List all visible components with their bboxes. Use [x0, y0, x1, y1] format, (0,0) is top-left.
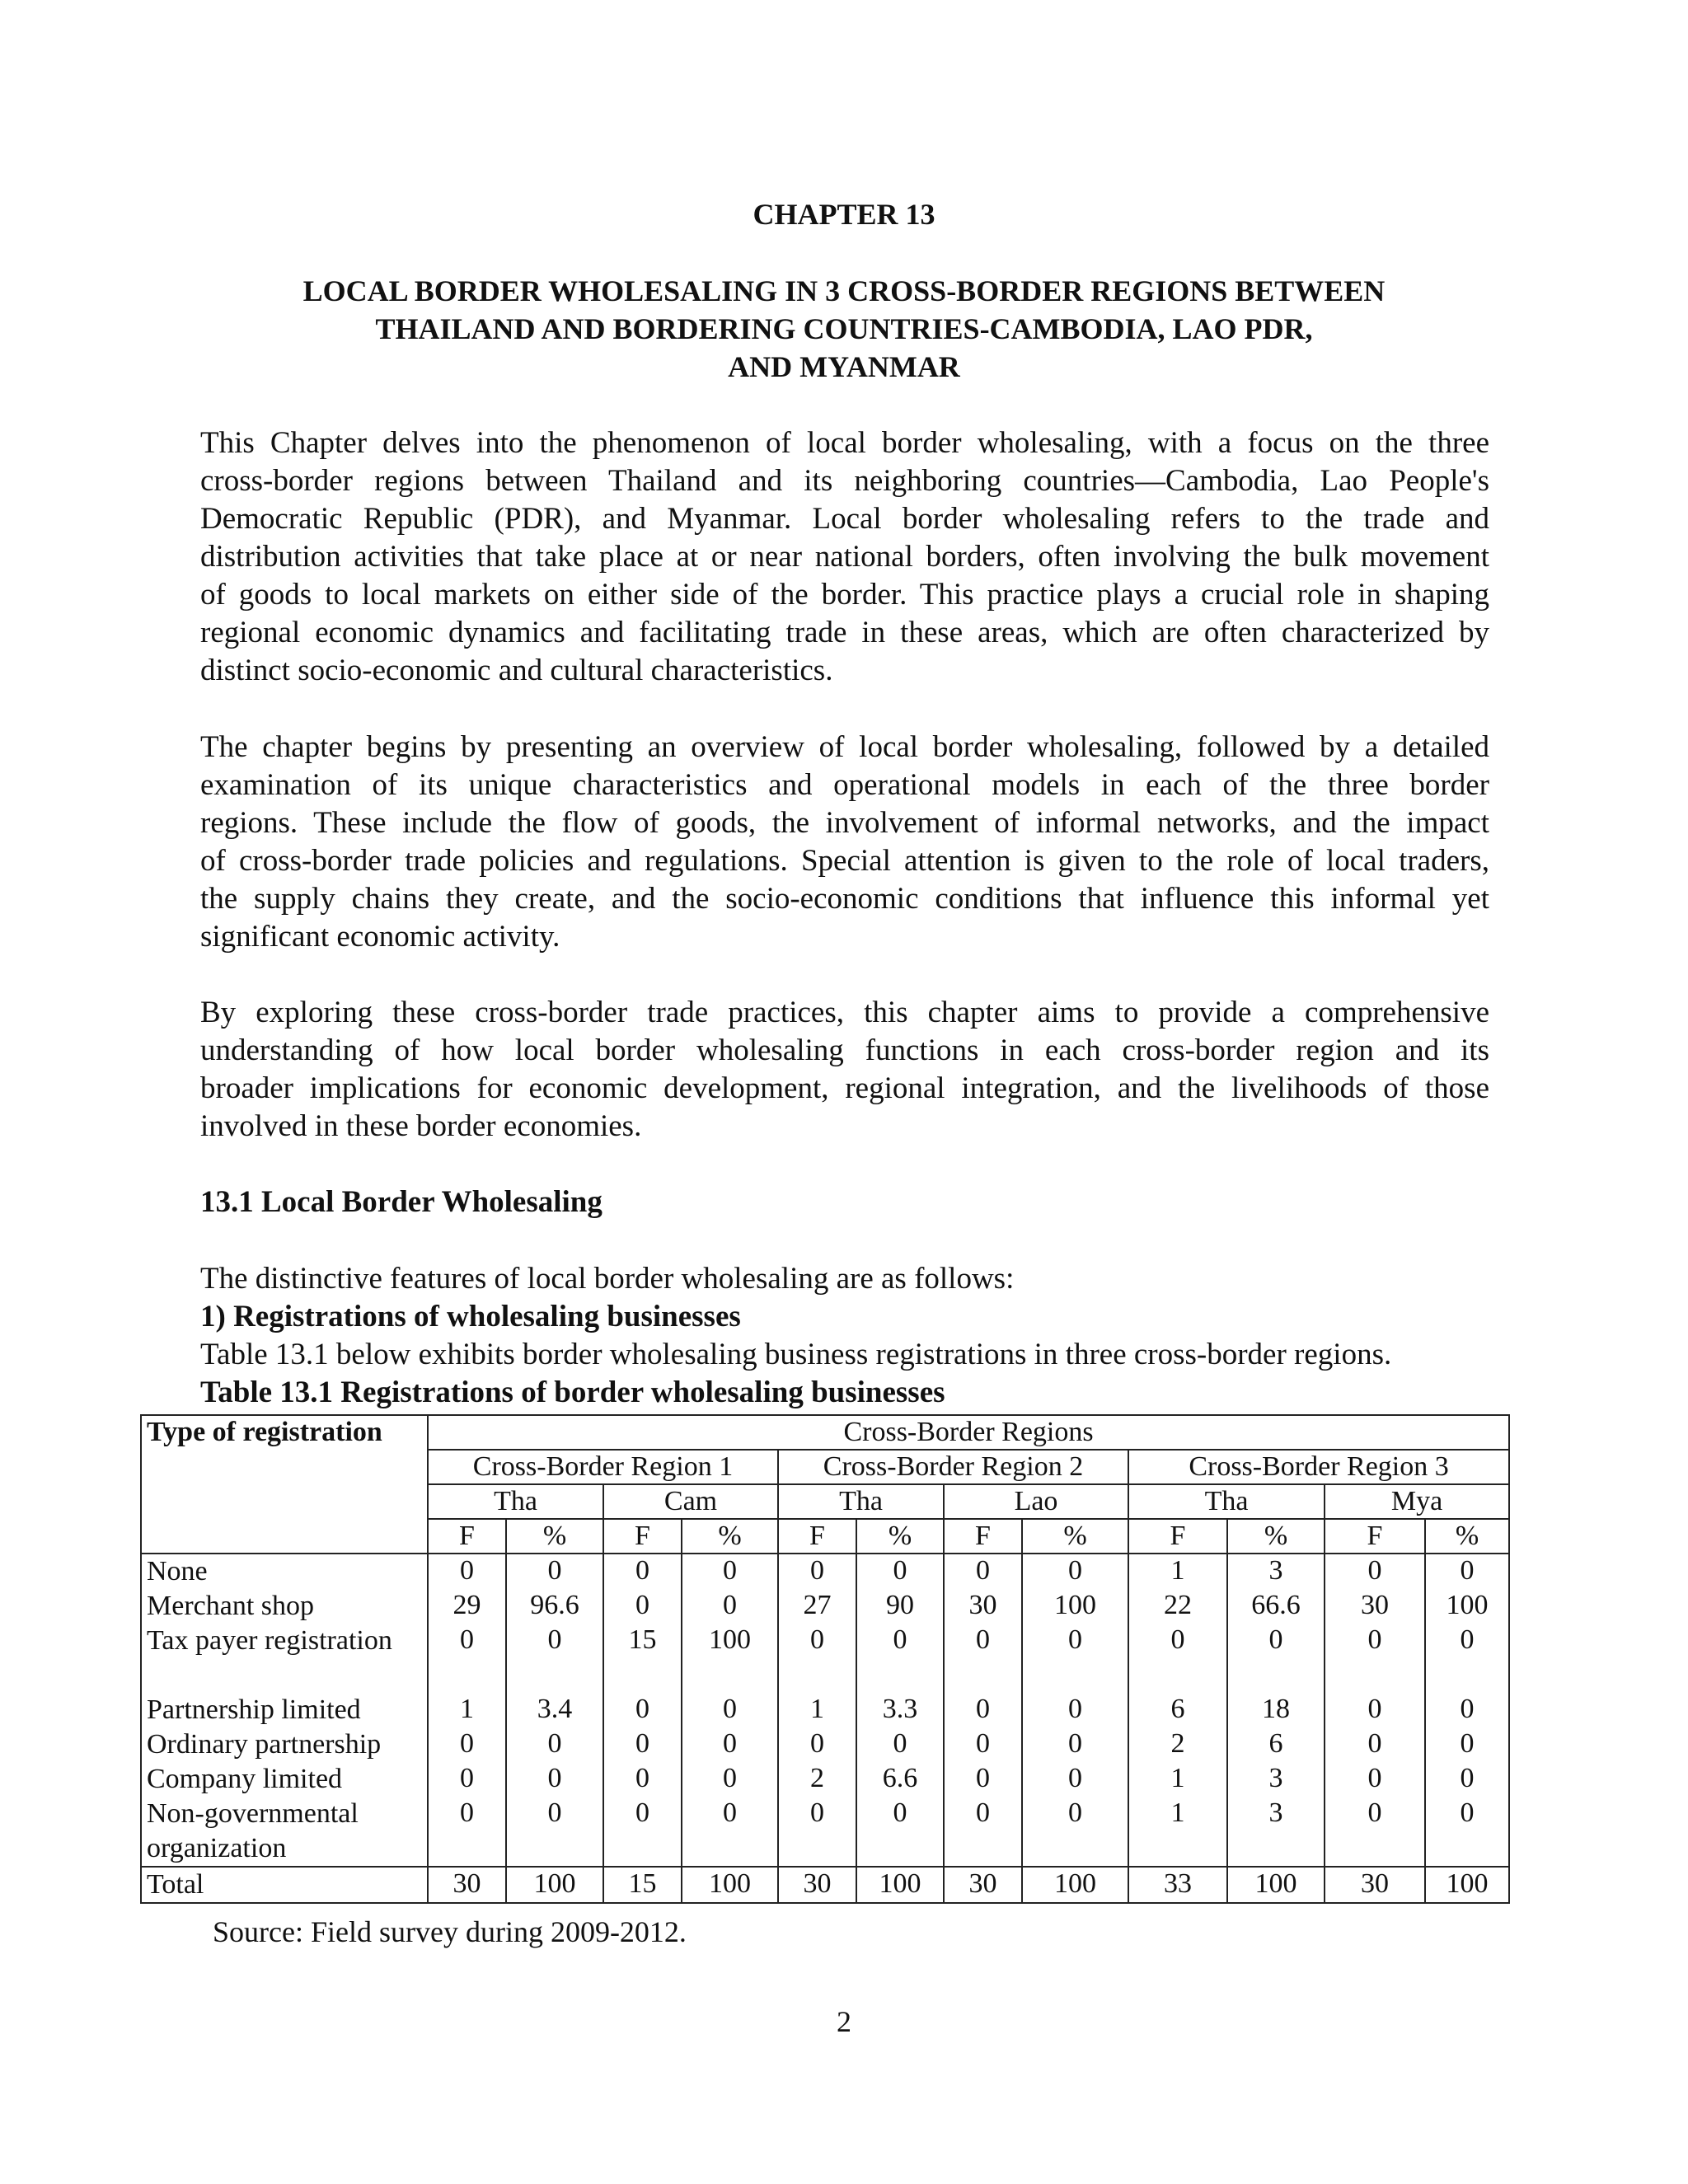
table-cell: 100 — [1425, 1867, 1509, 1903]
chapter-title — [165, 272, 1523, 386]
table-cell: 2 — [1128, 1727, 1227, 1762]
table-cell: 1 — [1128, 1797, 1227, 1867]
table-cell: 0 — [856, 1727, 944, 1762]
paragraph-line: examination of its unique characteristics and operational models in each of the three border — [200, 768, 1489, 802]
table-cell: 0 — [506, 1797, 603, 1867]
table-cell: 0 — [506, 1554, 603, 1589]
table-cell: 0 — [428, 1554, 506, 1589]
table-source: Source: Field survey during 2009-2012. — [213, 1915, 687, 1948]
table-cell: 0 — [944, 1762, 1022, 1797]
table-cell: 0 — [1325, 1693, 1425, 1727]
sub-header: % — [1425, 1519, 1509, 1554]
chapter-title-line: LOCAL BORDER WHOLESALING IN 3 CROSS-BORDER REGIONS BETWEEN — [302, 274, 1386, 307]
sub-header: F — [1325, 1519, 1425, 1554]
paragraph-line: of cross-border trade policies and regulations. Special attention is given to the role of local traders, — [200, 844, 1489, 878]
table-cell: 0 — [1325, 1554, 1425, 1589]
row-label: Partnership limited — [141, 1693, 428, 1727]
paragraph-line: distinct socio-economic and cultural characteristics. — [200, 654, 833, 687]
table-intro: Table 13.1 below exhibits border wholesaling business registrations in three cross-border regions. — [200, 1338, 1392, 1371]
intro-paragraph-3 — [200, 994, 1489, 1146]
table-cell: 100 — [682, 1867, 778, 1903]
table-cell: 22 — [1128, 1589, 1227, 1624]
region-header: Cross-Border Region 3 — [1128, 1450, 1509, 1484]
table-cell: 0 — [1425, 1693, 1509, 1727]
table-cell: 100 — [1022, 1867, 1128, 1903]
row-label: Non-governmental organization — [141, 1797, 428, 1867]
table-cell: 30 — [944, 1867, 1022, 1903]
table-cell: 33 — [1128, 1867, 1227, 1903]
table-cell: 0 — [428, 1727, 506, 1762]
paragraph-line: of goods to local markets on either side of the border. This practice plays a crucial role in shaping — [200, 578, 1489, 612]
table-cell: 1 — [1128, 1554, 1227, 1589]
table-cell: 0 — [1325, 1762, 1425, 1797]
region-header: Cross-Border Region 1 — [428, 1450, 778, 1484]
table-cell: 100 — [1227, 1867, 1325, 1903]
chapter-title-line: THAILAND AND BORDERING COUNTRIES-CAMBODIA, LAO PDR, — [375, 312, 1313, 345]
sub-header: % — [1227, 1519, 1325, 1554]
table-cell: 0 — [944, 1554, 1022, 1589]
region-header: Cross-Border Region 2 — [778, 1450, 1128, 1484]
sub-header: F — [428, 1519, 506, 1554]
table-cell: 0 — [1022, 1554, 1128, 1589]
table-cell: 0 — [944, 1797, 1022, 1867]
row-label: Tax payer registration — [141, 1624, 428, 1693]
table-cell: 0 — [428, 1797, 506, 1867]
features-intro: The distinctive features of local border wholesaling are as follows: — [200, 1262, 1015, 1296]
table-row — [141, 1554, 1509, 1589]
subheading: 1) Registrations of wholesaling businesses — [200, 1300, 741, 1333]
table-cell: 0 — [1425, 1624, 1509, 1693]
table-cell: 0 — [1325, 1797, 1425, 1867]
table-cell: 0 — [682, 1797, 778, 1867]
cross-border-regions-header: Cross-Border Regions — [428, 1415, 1509, 1450]
table-caption: Table 13.1 Registrations of border wholesaling businesses — [200, 1376, 945, 1409]
table-cell: 0 — [428, 1762, 506, 1797]
table-cell: 27 — [778, 1589, 856, 1624]
table-cell: 0 — [1227, 1624, 1325, 1693]
table-cell: 90 — [856, 1589, 944, 1624]
table-cell: 0 — [1425, 1727, 1509, 1762]
table-cell: 0 — [603, 1797, 682, 1867]
paragraph-line: significant economic activity. — [200, 920, 560, 954]
paragraph-line: By exploring these cross-border trade practices, this chapter aims to provide a comprehensive — [200, 996, 1489, 1029]
row-label: Ordinary partnership — [141, 1727, 428, 1762]
table-cell: 0 — [944, 1693, 1022, 1727]
country-header: Tha — [778, 1484, 944, 1519]
sub-header: F — [778, 1519, 856, 1554]
table-cell: 100 — [506, 1867, 603, 1903]
table-cell: 30 — [1325, 1867, 1425, 1903]
row-label: None — [141, 1554, 428, 1589]
table-cell: 100 — [1425, 1589, 1509, 1624]
row-label: Company limited — [141, 1762, 428, 1797]
table-row — [141, 1727, 1509, 1762]
table-row — [141, 1624, 1509, 1693]
paragraph-line: involved in these border economies. — [200, 1109, 642, 1143]
table-cell: 1 — [778, 1693, 856, 1727]
paragraph-line: broader implications for economic development, regional integration, and the livelihoods of those — [200, 1071, 1489, 1105]
paragraph-line: the supply chains they create, and the socio-economic conditions that influence this informal yet — [200, 882, 1489, 916]
country-header: Lao — [944, 1484, 1128, 1519]
table-cell: 0 — [603, 1589, 682, 1624]
page-number: 2 — [837, 2005, 851, 2038]
type-of-registration-header: Type of registration — [141, 1415, 428, 1554]
table-cell: 0 — [856, 1554, 944, 1589]
table-cell: 0 — [506, 1624, 603, 1693]
table-row — [141, 1693, 1509, 1727]
table-cell: 0 — [1425, 1554, 1509, 1589]
table-cell: 3 — [1227, 1762, 1325, 1797]
table-cell: 0 — [1325, 1624, 1425, 1693]
paragraph-line: cross-border regions between Thailand and its neighboring countries—Cambodia, Lao People's — [200, 464, 1489, 498]
country-header: Tha — [1128, 1484, 1325, 1519]
table-cell: 66.6 — [1227, 1589, 1325, 1624]
table-cell: 0 — [856, 1797, 944, 1867]
row-label: Total — [141, 1867, 428, 1903]
table-cell: 0 — [1022, 1624, 1128, 1693]
table-cell: 6 — [1227, 1727, 1325, 1762]
table-cell: 1 — [1128, 1762, 1227, 1797]
sub-header: % — [506, 1519, 603, 1554]
table-row — [141, 1589, 1509, 1624]
table-cell: 3 — [1227, 1797, 1325, 1867]
section-heading: 13.1 Local Border Wholesaling — [200, 1185, 603, 1219]
table-cell: 6.6 — [856, 1762, 944, 1797]
table-cell: 0 — [1022, 1797, 1128, 1867]
table-cell: 30 — [428, 1867, 506, 1903]
table-cell: 1 — [428, 1693, 506, 1727]
paragraph-line: The chapter begins by presenting an overview of local border wholesaling, followed by a detailed — [200, 730, 1489, 764]
chapter-title-line: AND MYANMAR — [728, 350, 960, 383]
table-row — [141, 1797, 1509, 1867]
chapter-label: CHAPTER 13 — [753, 198, 935, 231]
table-cell: 18 — [1227, 1693, 1325, 1727]
table-cell: 0 — [428, 1624, 506, 1693]
table-cell: 0 — [944, 1727, 1022, 1762]
country-header: Mya — [1325, 1484, 1509, 1519]
paragraph-line: regions. These include the flow of goods, the involvement of informal networks, and the impact — [200, 806, 1489, 840]
table-cell: 0 — [1425, 1762, 1509, 1797]
sub-header: % — [856, 1519, 944, 1554]
sub-header: % — [682, 1519, 778, 1554]
table-cell: 29 — [428, 1589, 506, 1624]
paragraph-line: This Chapter delves into the phenomenon of local border wholesaling, with a focus on the three — [200, 426, 1489, 460]
sub-header: F — [944, 1519, 1022, 1554]
intro-paragraph-2 — [200, 729, 1489, 956]
country-header: Cam — [603, 1484, 778, 1519]
table-cell: 30 — [1325, 1589, 1425, 1624]
table-cell: 30 — [944, 1589, 1022, 1624]
table-cell: 2 — [778, 1762, 856, 1797]
table-cell: 0 — [1022, 1762, 1128, 1797]
table-cell: 0 — [944, 1624, 1022, 1693]
table-cell: 3.3 — [856, 1693, 944, 1727]
table-cell: 0 — [603, 1762, 682, 1797]
table-cell: 0 — [778, 1797, 856, 1867]
table-cell: 0 — [682, 1693, 778, 1727]
table-cell: 96.6 — [506, 1589, 603, 1624]
table-cell: 0 — [682, 1727, 778, 1762]
country-header: Tha — [428, 1484, 603, 1519]
table-row — [141, 1762, 1509, 1797]
table-cell: 0 — [682, 1589, 778, 1624]
table-cell: 0 — [856, 1624, 944, 1693]
table-cell: 0 — [778, 1554, 856, 1589]
table-cell: 15 — [603, 1867, 682, 1903]
table-cell: 100 — [682, 1624, 778, 1693]
table-cell: 0 — [1325, 1727, 1425, 1762]
table-cell: 100 — [856, 1867, 944, 1903]
table-cell: 0 — [603, 1554, 682, 1589]
paragraph-line: regional economic dynamics and facilitating trade in these areas, which are often characterized by — [200, 616, 1489, 649]
row-label: Merchant shop — [141, 1589, 428, 1624]
sub-header: F — [603, 1519, 682, 1554]
table-cell: 6 — [1128, 1693, 1227, 1727]
table-cell: 0 — [506, 1727, 603, 1762]
table-body — [141, 1554, 1509, 1903]
table-cell: 0 — [603, 1727, 682, 1762]
table-cell: 3 — [1227, 1554, 1325, 1589]
table-cell: 0 — [603, 1693, 682, 1727]
table-cell: 100 — [1022, 1589, 1128, 1624]
table-cell: 0 — [1128, 1624, 1227, 1693]
table-cell: 30 — [778, 1867, 856, 1903]
table-cell: 0 — [1022, 1693, 1128, 1727]
table-cell: 3.4 — [506, 1693, 603, 1727]
table-cell: 0 — [778, 1727, 856, 1762]
table-cell: 0 — [506, 1762, 603, 1797]
table-cell: 15 — [603, 1624, 682, 1693]
table-cell: 0 — [682, 1762, 778, 1797]
paragraph-line: Democratic Republic (PDR), and Myanmar. Local border wholesaling refers to the trade and — [200, 502, 1489, 536]
registrations-table — [140, 1414, 1510, 1904]
intro-paragraph-1 — [200, 424, 1489, 690]
table-cell: 0 — [1022, 1727, 1128, 1762]
table-cell: 0 — [682, 1554, 778, 1589]
paragraph-line: distribution activities that take place at or near national borders, often involving the bulk movement — [200, 540, 1489, 574]
table-cell: 0 — [1425, 1797, 1509, 1867]
sub-header: % — [1022, 1519, 1128, 1554]
table-row — [141, 1867, 1509, 1903]
sub-header: F — [1128, 1519, 1227, 1554]
paragraph-line: understanding of how local border wholesaling functions in each cross-border region and its — [200, 1033, 1489, 1067]
table-cell: 0 — [778, 1624, 856, 1693]
